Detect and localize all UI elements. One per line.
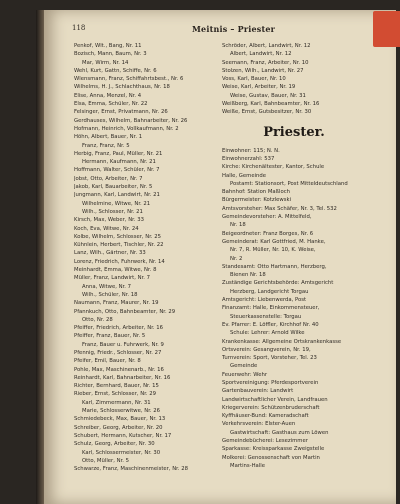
directory-entry: Mar, Wirm, Nr. 14	[82, 59, 129, 66]
directory-entry: Molkerei: Genossenschaft von Martin	[222, 454, 320, 461]
directory-entry: Finanzamt: Halle, Einkommensteuer,	[222, 305, 320, 312]
directory-entry: Felsinger, Ernst, Privatmann, Nr. 26	[74, 109, 168, 116]
directory-entry: Koch, Eva, Witwe, Nr. 24	[74, 225, 139, 232]
directory-entry: Gemeindebücherei: Lesezimmer	[222, 438, 308, 445]
directory-entry: Einwohnerzahl: 537	[222, 155, 275, 162]
directory-entry: Pfannkuch, Otto, Bahnbeamter, Nr. 29	[74, 308, 176, 315]
directory-entry: Hermann, Kaufmann, Nr. 21	[82, 159, 156, 166]
section-heading: Priester.	[263, 124, 325, 140]
directory-entry: Albert, Landwirt, Nr. 12	[230, 51, 292, 58]
directory-entry: Wilhelms, H. J., Schlachthaus, Nr. 18	[74, 84, 170, 91]
directory-entry: Schubert, Hermann, Kutscher, Nr. 17	[74, 432, 172, 439]
directory-entry: Beigeordneter: Franz Borges, Nr. 6	[222, 230, 314, 237]
directory-entry: Jungmann, Karl, Landwirt, Nr. 21	[74, 192, 160, 199]
page-number: 118	[72, 24, 86, 32]
directory-entry: Sportvereinigung: Pferdesportverein	[222, 379, 319, 386]
directory-entry: Naumann, Franz, Maurer, Nr. 19	[74, 300, 159, 307]
directory-entry: Einwohner: 115; N. N.	[222, 147, 280, 154]
directory-entry: Höhn, Albert, Bauer, Nr. 1	[74, 134, 143, 141]
right-column-entries-bottom	[222, 147, 366, 471]
directory-entry: Schröder, Albert, Landwirt, Nr. 12	[222, 43, 311, 49]
directory-entry: Kriegerverein: Schützenbruderschaft	[222, 404, 320, 411]
directory-entry: Marie, Schlosserwitwe, Nr. 26	[82, 408, 160, 415]
directory-entry: Weise, Karl, Arbeiter, Nr. 19	[222, 84, 296, 91]
directory-entry: Schreiber, Georg, Arbeiter, Nr. 20	[74, 424, 163, 431]
directory-entry: Pfeiffer, Franz, Bauer, Nr. 5	[74, 333, 146, 340]
directory-entry: Gemeinde	[230, 363, 258, 370]
directory-entry: Weiße, Ernst, Gutsbesitzer, Nr. 30	[222, 109, 312, 116]
directory-entry: Feuerwehr: Wehr	[222, 371, 268, 378]
directory-entry: Verkehrsverein: Elster-Auen	[222, 421, 296, 428]
directory-entry: Schwarze, Franz, Maschinenmeister, Nr. 28	[74, 466, 188, 473]
directory-entry: Pfennig, Friedr., Schlosser, Nr. 27	[74, 349, 162, 356]
directory-entry: Franz, Franz, Nr. 5	[82, 142, 130, 149]
directory-entry: Weise, Gustav, Bauer, Nr. 31	[230, 92, 306, 99]
directory-entry: Steuerkassenstelle: Torgau	[230, 313, 302, 320]
directory-entry: Richter, Bernhard, Bauer, Nr. 15	[74, 383, 159, 390]
directory-entry: Nr. 18	[230, 222, 246, 229]
directory-entry: Halle, Gemeinde	[222, 172, 267, 179]
directory-entry: Standesamt: Otto Hartmann, Herzberg,	[222, 263, 327, 270]
directory-entry: Reinhardt, Karl, Bahnarbeiter, Nr. 16	[74, 374, 171, 381]
directory-entry: Bürgermeister: Kotzlewski	[222, 197, 291, 204]
directory-entry: Karl, Zimmermann, Nr. 31	[82, 399, 151, 406]
directory-entry: Schmiedebeck, Max, Bauer, Nr. 13	[74, 416, 166, 423]
directory-entry: Pohle, Max, Maschinenarb., Nr. 16	[74, 366, 164, 373]
red-page-tab	[373, 11, 400, 47]
directory-entry: Hoffmann, Walter, Schüler, Nr. 7	[74, 167, 160, 174]
directory-entry: Müller, Franz, Landwirt, Nr. 7	[74, 275, 150, 282]
directory-entry: Gastwirtschaft: Gasthaus zum Löwen	[230, 429, 329, 436]
directory-entry: Wilh., Schüler, Nr. 18	[82, 291, 138, 298]
book-spine-shadow	[36, 10, 44, 504]
directory-entry: Kolbe, Wilhelm, Schlosser, Nr. 25	[74, 233, 162, 240]
directory-entry: Martins-Halle	[230, 462, 266, 469]
directory-entry: Bozisch, Mann, Baum, Nr. 3	[74, 51, 147, 58]
directory-entry: Seemann, Franz, Arbeiter, Nr. 10	[222, 59, 309, 66]
directory-entry: Penkof, Wlt., Bang, Nr. 11	[74, 43, 142, 49]
directory-entry: Karl, Schlossermeister, Nr. 30	[82, 449, 161, 456]
directory-entry: Stolzen, Wilh., Landwirt, Nr. 27	[222, 67, 304, 74]
directory-entry: Lorenz, Friedrich, Fuhrwerk, Nr. 14	[74, 258, 165, 265]
directory-entry: Wehl, Kurt, Gattn, Schiffe, Nr. 6	[74, 67, 157, 74]
directory-entry: Weißberg, Karl, Bahnbeamter, Nr. 16	[222, 101, 320, 108]
directory-entry: Krankenkasse: Allgemeine Ortskrankenkasse	[222, 338, 342, 345]
directory-entry: Elsa, Emma, Schüler, Nr. 22	[74, 101, 148, 108]
directory-entry: Otto, Müller, Nr. 5	[82, 457, 129, 464]
directory-entry: Kirche: Kirchenältester, Kantor, Schule	[222, 164, 325, 171]
right-column-directory	[222, 42, 366, 470]
directory-entry: Kirsch, Max, Weber, Nr. 33	[74, 217, 144, 224]
directory-entry: Wilh., Schlosser, Nr. 21	[82, 208, 143, 215]
directory-entry: Zuständige Gerichtsbehörde: Amtsgericht	[222, 280, 334, 287]
directory-entry: Gartenbauverein: Landwirt	[222, 388, 294, 395]
directory-entry: Jakob, Karl, Bauarbeiter, Nr. 5	[74, 184, 153, 191]
directory-entry: Meinhardt, Emma, Witwe, Nr. 8	[74, 267, 157, 274]
directory-entry: Gerdhauses, Wilhelm, Bahnarbeiter, Nr. 26	[74, 117, 188, 124]
directory-entry: Ev. Pfarrer: E. Löffler, Kirchhof Nr. 40	[222, 321, 319, 328]
directory-entry: Otto, Nr. 28	[82, 316, 113, 323]
directory-entry: Bienen Nr. 18	[230, 272, 266, 279]
directory-entry: Rieber, Ernst, Schlosser, Nr. 29	[74, 391, 156, 398]
directory-entry: Herbig, Franz, Paul, Müller, Nr. 21	[74, 150, 163, 157]
directory-entry: Elise, Anna, Menzel, Nr. 4	[74, 92, 142, 99]
directory-entry: Turnverein: Sport, Vorsteher, Tel. 23	[222, 355, 317, 362]
directory-entry: Amtsvorsteher: Max Schäfer, Nr. 3, Tel. 532	[222, 205, 337, 212]
directory-entry: Jobst, Otto, Arbeiter, Nr. 7	[74, 175, 143, 182]
directory-entry: Wlensmann, Franz, Schiffahrtsbest., Nr. 6	[74, 76, 184, 83]
page-header	[72, 24, 362, 38]
directory-entry: Schulz, Georg, Arbeiter, Nr. 30	[74, 441, 155, 448]
running-title: Meitnis – Priester	[192, 24, 276, 34]
directory-entry: Nr. 7, R. Müller, Nr. 10, K. Weise,	[230, 247, 316, 254]
right-column-entries-top	[222, 42, 366, 117]
directory-entry: Franz, Bauer u. Fuhrwerk, Nr. 9	[82, 341, 164, 348]
directory-entry: Postamt: Stationsort, Post Mitteldeutschland	[230, 180, 348, 187]
directory-entry: Pfeifer, Emil, Bauer, Nr. 8	[74, 358, 141, 365]
directory-entry: Ortsverein: Gesangverein, Nr. 19,	[222, 346, 311, 353]
directory-entry: Bahnhof: Station Maßloch	[222, 189, 290, 196]
directory-entry: Gemeindevorsteher: A. Mittelfeld,	[222, 214, 312, 221]
directory-entry: Sparkasse: Kreissparkasse Zweigstelle	[222, 446, 325, 453]
directory-entry: Anna, Witwe, Nr. 7	[82, 283, 131, 290]
directory-entry: Amtsgericht: Liebenwerda, Post	[222, 297, 307, 304]
left-column-directory	[74, 42, 218, 473]
directory-entry: Landwirtschaftlicher Verein, Landfrauen	[222, 396, 328, 403]
directory-entry: Schule: Lehrer: Arnold Wilke	[230, 330, 305, 337]
directory-entry: Voss, Karl, Bauer, Nr. 10	[222, 76, 286, 83]
directory-entry: Herzberg, Landgericht Torgau	[230, 288, 309, 295]
directory-entry: Lanz, Wilh., Gärtner, Nr. 33	[74, 250, 146, 257]
directory-entry: Wilhelmine, Witwe, Nr. 21	[82, 200, 151, 207]
directory-entry: Hofmann, Heinrich, Vollkaufmann, Nr. 2	[74, 125, 179, 132]
directory-entry: Kyffhäuser-Bund: Kameradschaft	[222, 413, 309, 420]
directory-entry: Nr. 2	[230, 255, 243, 262]
directory-entry: Kühnlein, Herbert, Tischler, Nr. 22	[74, 242, 164, 249]
directory-entry: Gemeinderat: Karl Gottfried, M. Hanke,	[222, 238, 326, 245]
directory-entry: Pfeiffer, Friedrich, Arbeiter, Nr. 16	[74, 325, 163, 332]
